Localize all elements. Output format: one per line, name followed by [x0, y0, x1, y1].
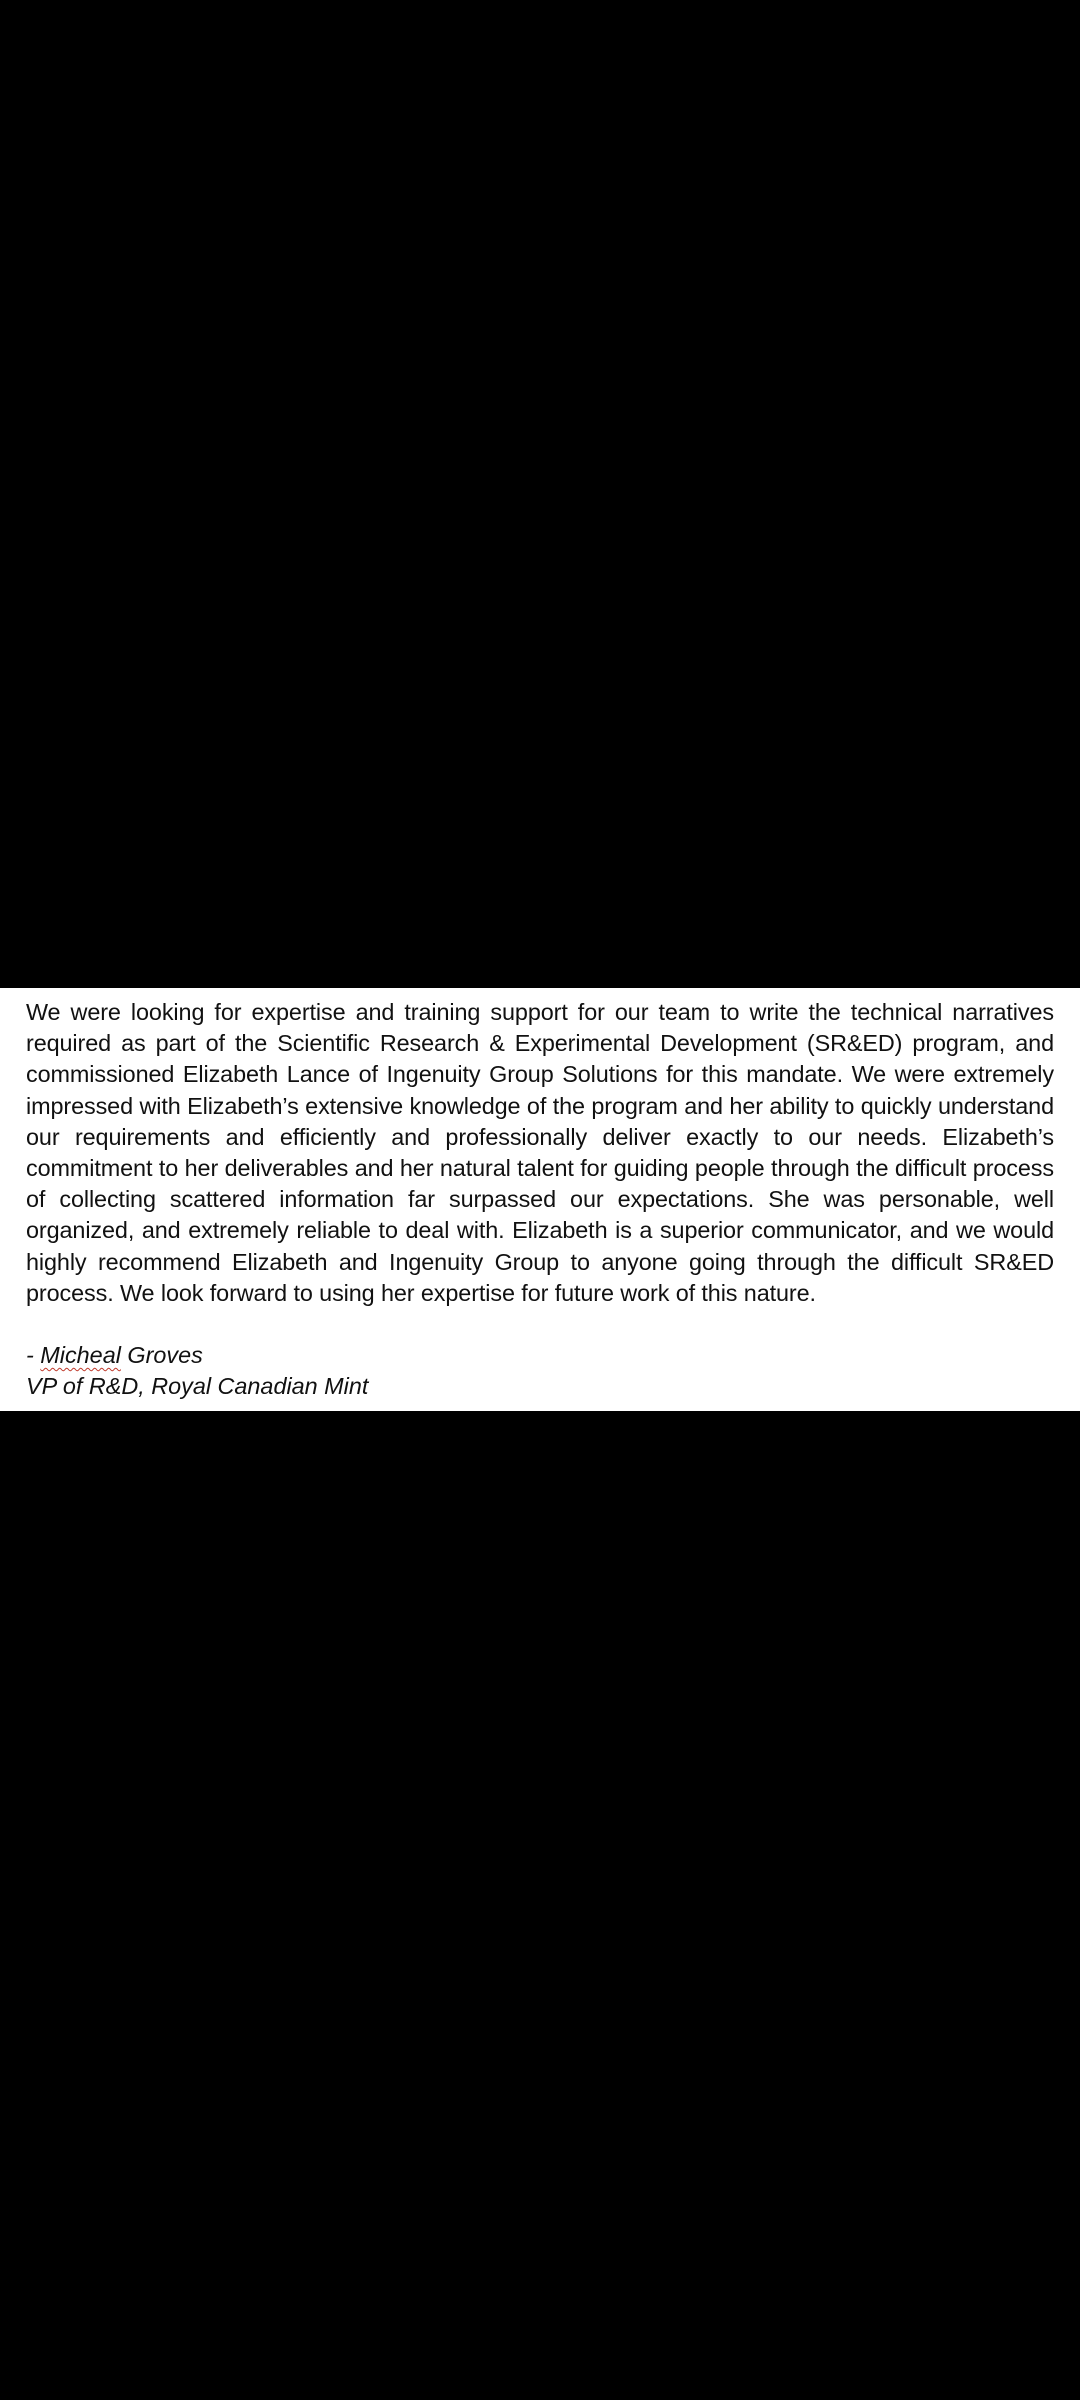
testimonial-body: We were looking for expertise and training support for our team to write the technical narratives required as part of the Scientific Research & Experimental Development (SR&ED) program, and commissioned Elizabeth Lance of Ingenuity Group Solutions for this mandate. We were extremely impressed with Elizabeth’s extensive knowledge of the program and her ability to quickly understand our requirements and efficiently and professionally deliver exactly to our needs. Elizabeth’s commitment to her deliverables and her natural talent for guiding people through the difficult process of collecting scattered information far surpassed our expectations. She was personable, well organized, and extremely reliable to deal with. Elizabeth is a superior communicator, and we would highly recommend Elizabeth and Ingenuity Group to anyone going through the difficult SR&ED process. We look forward to using her expertise for future work of this nature.	[26, 999, 1054, 1306]
document-panel	[0, 988, 1080, 1411]
signature-last-name: Groves	[120, 1342, 203, 1369]
paragraph-spacer	[26, 1309, 1054, 1340]
signature-dash: -	[26, 1342, 41, 1369]
signature-name-line	[26, 1340, 1054, 1371]
signature-title: VP of R&D, Royal Canadian Mint	[26, 1373, 369, 1400]
signature-first-name: Micheal	[40, 1342, 121, 1369]
